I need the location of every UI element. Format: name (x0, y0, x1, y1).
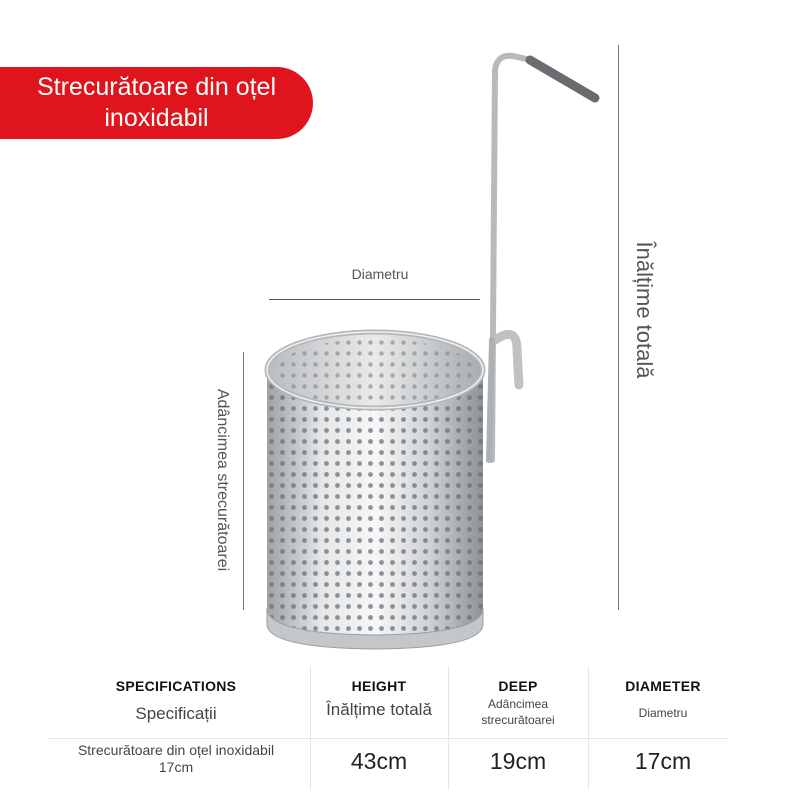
row-divider (48, 738, 728, 739)
subheader-height: Înălțime totală (326, 700, 432, 719)
header-height: HEIGHT (351, 678, 407, 692)
height-value: 43cm (350, 748, 408, 774)
product-size: 17cm (158, 759, 194, 775)
diameter-dimension-line (269, 299, 480, 300)
header-diameter: DIAMETER (625, 678, 701, 692)
strainer-basket-image (255, 40, 615, 660)
depth-value: 19cm (489, 748, 547, 774)
subheader-diameter: Diametru (638, 706, 688, 720)
subheader-deep: Adâncimea strecurătoarei (481, 697, 555, 727)
height-dimension-line (618, 45, 619, 610)
height-label: Înălțime totală (632, 241, 657, 379)
specifications-table (48, 666, 800, 800)
header-specifications: SPECIFICATIONS (115, 678, 237, 692)
product-name-cell (48, 742, 304, 776)
depth-label: Adâncimea strecurătoarei (214, 388, 231, 572)
diameter-label: Diametru (351, 266, 409, 282)
subheader-specifications: Specificații (135, 704, 217, 723)
header-deep: DEEP (498, 678, 538, 692)
product-name: Strecurătoare din oțel inoxidabil (77, 742, 275, 758)
depth-dimension-line (243, 352, 244, 610)
diameter-value: 17cm (634, 748, 692, 774)
product-title: Strecurătoare din oțel inoxidabil (36, 73, 277, 132)
